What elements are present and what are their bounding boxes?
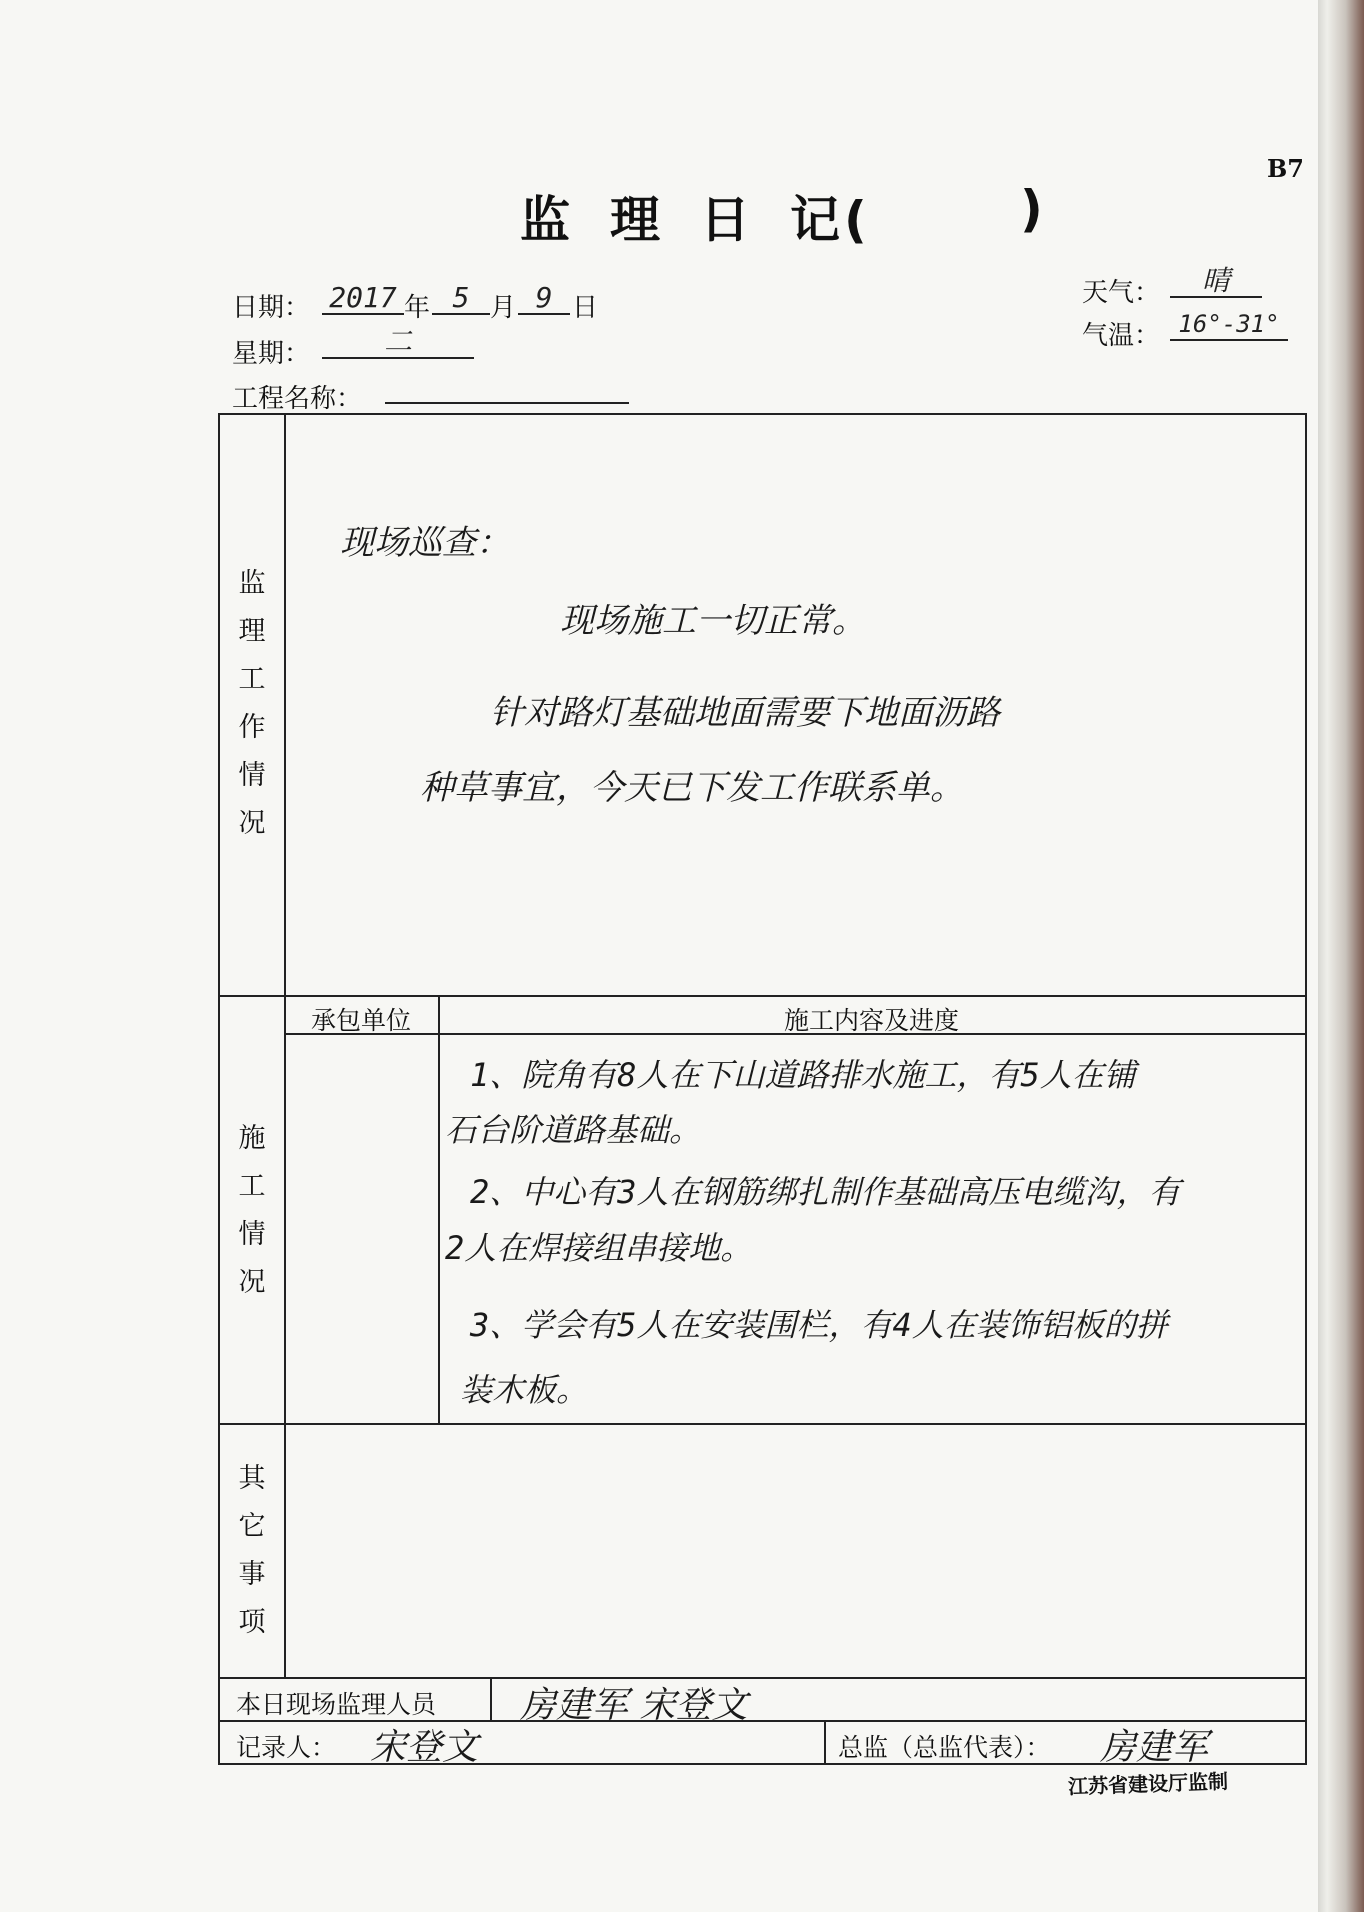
supervision-line: 针对路灯基础地面需要下地面沥路 [490,693,1000,733]
chief-supervisor-signature: 房建军 [1100,1727,1209,1768]
title-char: 理 [610,191,664,249]
content-column-header: 施工内容及进度 [783,1006,959,1035]
supervision-line: 现场巡查： [340,523,510,563]
temperature-value: 16°-31° [1170,309,1288,341]
date-year: 2017 [322,283,404,315]
chief-divider [824,1720,826,1763]
temperature-label: 气温： [1082,321,1161,351]
title-char: 监 [520,191,574,249]
title-close-paren: ) [1020,180,1047,238]
chief-supervisor-label: 总监（总监代表）： [838,1733,1051,1762]
on-site-staff-signatures: 房建军 宋登文 [520,1685,748,1726]
form-code: B7 [1267,154,1304,183]
other-matters-label: 其 它 事 项 [238,1463,266,1638]
recorder-signature: 宋登文 [370,1727,479,1768]
label-column-divider [284,415,286,1677]
section-divider [220,1677,1305,1679]
section-divider [220,995,1305,997]
date-month: 5 [432,283,490,315]
year-unit: 年 [404,293,431,323]
project-label: 工程名称： [232,384,363,414]
title-char: 记( [790,191,871,249]
section-divider [220,1423,1305,1425]
supervision-work-label: 监 理 工 作 情 况 [238,568,266,839]
diary-table [218,413,1307,1768]
weather-value: 晴 [1170,266,1262,298]
construction-status-label: 施 工 情 况 [238,1123,266,1298]
publisher-footer: 江苏省建设厅监制 [1067,1769,1229,1799]
construction-line: 1、院角有8人在下山道路排水施工，有5人在铺 [470,1056,1136,1094]
page-title [520,180,1047,252]
construction-line: 石台阶道路基础。 [445,1111,702,1149]
project-field [385,372,629,404]
month-unit: 月 [490,293,517,323]
weekday-value: 二 [322,327,474,359]
supervision-line: 现场施工一切正常。 [560,601,866,641]
construction-line: 2、中心有3人在钢筋绑扎制作基础高压电缆沟，有 [470,1173,1181,1211]
weather-label: 天气： [1082,278,1161,308]
construction-line: 2人在焊接组串接地。 [445,1229,753,1267]
on-site-staff-label: 本日现场监理人员 [236,1690,437,1719]
recorder-label: 记录人： [236,1733,337,1762]
supervision-line: 种草事宜，今天已下发工作联系单。 [420,768,964,808]
staff-label-divider [490,1677,492,1720]
page-edge [1318,0,1364,1912]
day-unit: 日 [572,293,599,323]
construction-line: 3、学会有5人在安装围栏，有4人在装饰铝板的拼 [470,1306,1168,1344]
construction-line: 装木板。 [460,1371,589,1409]
date-day: 9 [518,283,570,315]
title-char: 日 [700,191,754,249]
contractor-column-divider [438,995,440,1423]
weekday-label: 星期： [232,339,311,369]
contractor-column-header: 承包单位 [310,1006,411,1035]
date-label: 日期： [232,293,311,323]
